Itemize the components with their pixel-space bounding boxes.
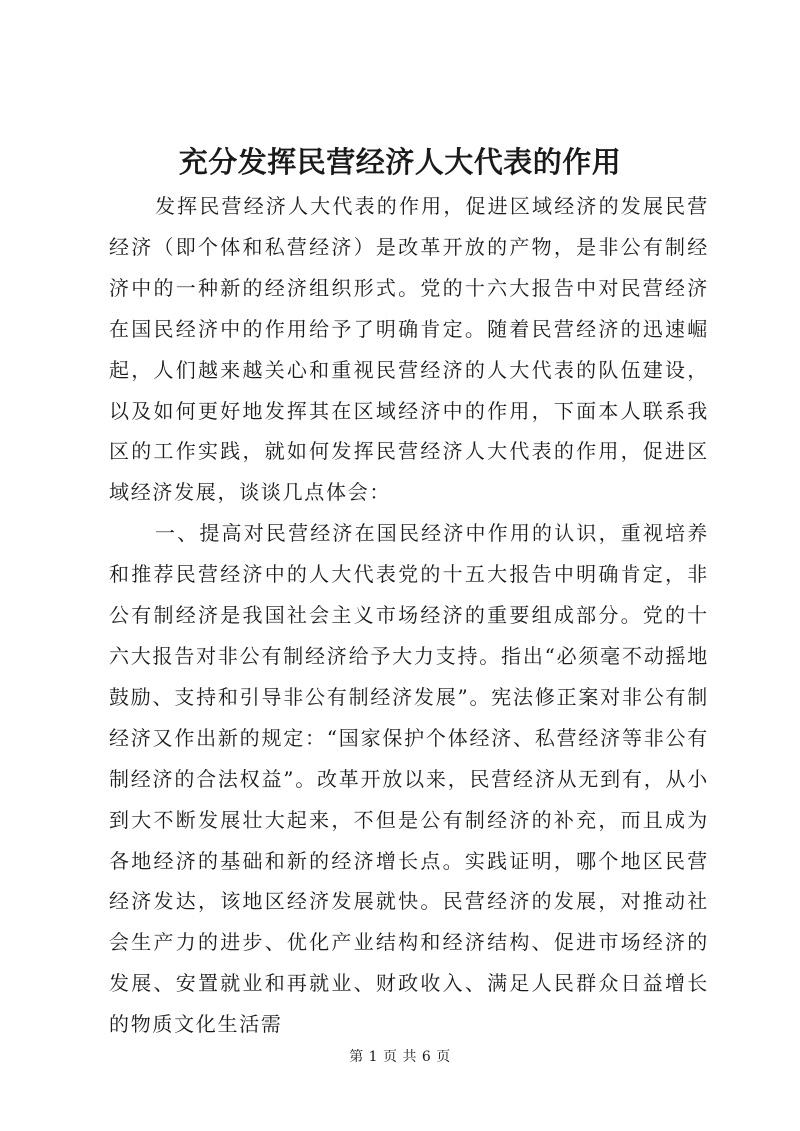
- page-number-footer: 第 1 页 共 6 页: [349, 1049, 451, 1065]
- paragraph-section-one: 一、提高对民营经济在国民经济中作用的认识，重视培养和推荐民营经济中的人大代表党的十五大报告中明确肯定，非公有制经济是我国社会主义市场经济的重要组成部分。党的十六大报告对非公有制经济给予大力支持。指出“必须毫不动摇地鼓励、支持和引导非公有制经济发展”。宪法修正案对非公有制经济又作出新的规定：“国家保护个体经济、私营经济等非公有制经济的合法权益”。改革开放以来，民营经济从无到有，从小到大不断发展壮大起来，不但是公有制经济的补充，而且成为各地经济的基础和新的经济增长点。实践证明，哪个地区民营经济发达，该地区经济发展就快。民营经济的发展，对推动社会生产力的进步、优化产业结构和经济结构、促进市场经济的发展、安置就业和再就业、财政收入、满足人民群众日益增长的物质文化生活需: [109, 521, 709, 1037]
- document-title: 充分发挥民营经济人大代表的作用: [178, 145, 622, 179]
- paragraph-intro: 发挥民营经济人大代表的作用，促进区域经济的发展民营经济（即个体和私营经济）是改革开放的产物，是非公有制经济中的一种新的经济组织形式。党的十六大报告中对民营经济在国民经济中的作用给予了明确肯定。随着民营经济的迅速崛起，人们越来越关心和重视民营经济的人大代表的队伍建设，以及如何更好地发挥其在区域经济中的作用，下面本人联系我区的工作实践，就如何发挥民营经济人大代表的作用，促进区域经济发展，谈谈几点体会：: [109, 194, 709, 505]
- document-body: [109, 186, 709, 1045]
